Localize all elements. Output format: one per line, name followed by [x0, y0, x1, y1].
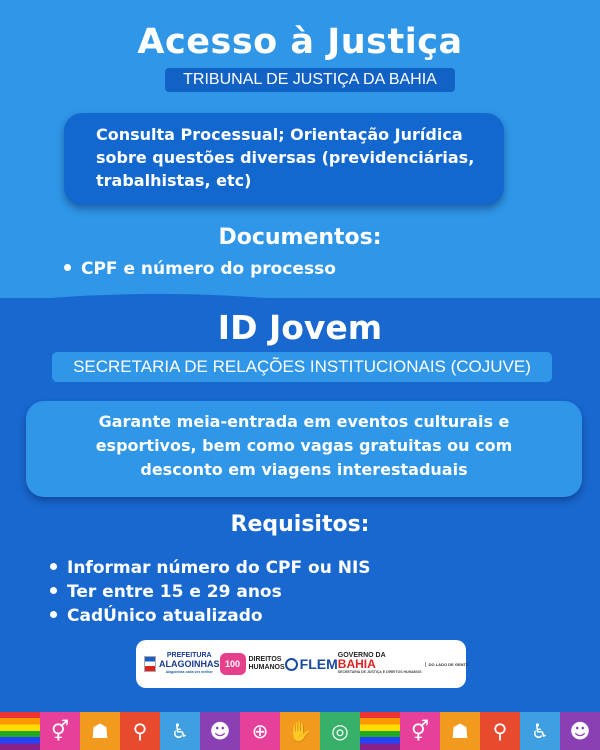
section2-organization-tag: SECRETARIA DE RELAÇÕES INSTITUCIONAIS (COJUVE): [52, 352, 552, 382]
list-item-text: CadÚnico atualizado: [67, 606, 263, 626]
section2-title: ID Jovem: [217, 308, 383, 347]
family-icon: ☻: [200, 712, 240, 750]
section1-description-box: [64, 113, 504, 205]
requirements-list: [50, 556, 371, 628]
elder-icon: ☗: [440, 712, 480, 750]
wheelchair-icon: ♿: [520, 712, 560, 750]
dh-line2: HUMANOS: [248, 664, 285, 671]
requirements-heading: Requisitos:: [230, 512, 370, 537]
description-line: sobre questões diversas (previdenciárias,: [96, 148, 475, 167]
description-line: esportivos, bem como vagas gratuitas ou com: [95, 436, 513, 455]
section1-title: Acesso à Justiça: [137, 22, 463, 62]
gender-symbol-icon: ⚥: [40, 712, 80, 750]
pride-flag-icon: [0, 712, 40, 750]
bullet-icon: [64, 264, 71, 271]
list-item-text: Ter entre 15 e 29 anos: [67, 582, 282, 602]
alagoinhas-slogan: Alagoinhas cada vez melhor: [165, 670, 213, 674]
description-line: Garante meia-entrada em eventos culturais e: [98, 412, 510, 431]
blind-person-icon: ⚲: [480, 712, 520, 750]
partner-logos-bar: [136, 640, 469, 688]
alagoinhas-name: ALAGOINHAS: [159, 659, 220, 669]
accessibility-icon: ◎: [320, 712, 360, 750]
sign-language-icon: ✋: [280, 712, 320, 750]
elder-icon: ☗: [80, 712, 120, 750]
section2-description-box: [26, 401, 582, 497]
list-item: [50, 556, 371, 580]
alagoinhas-top: PREFEITURA: [166, 652, 212, 659]
bullet-icon: [50, 563, 57, 570]
sixty-plus-icon: ⊕: [240, 712, 280, 750]
pride-flag-icon: [360, 712, 400, 750]
dh-line1: DIREITOS: [248, 656, 282, 663]
family-icon: ☻: [560, 712, 600, 750]
bullet-icon: [50, 587, 57, 594]
list-item: [50, 604, 371, 628]
gov-side: DO LADO DE GENTE: [425, 662, 469, 667]
description-line: desconto em viagens interestaduais: [140, 460, 468, 479]
list-item: [50, 580, 371, 604]
flem-text: FLEM: [299, 656, 338, 672]
gov-top: GOVERNO DA: [337, 652, 386, 659]
gov-name: BAHIA: [337, 657, 376, 671]
description-line: Consulta Processual; Orientação Jurídica: [96, 125, 463, 144]
city-flag-icon: [144, 656, 156, 672]
inclusion-icon-strip: [0, 712, 600, 750]
governo-bahia-logo: [338, 652, 469, 676]
list-item: [64, 259, 336, 279]
list-item-text: CPF e número do processo: [81, 259, 336, 279]
gov-sub: SECRETARIA DE JUSTIÇA E DIREITOS HUMANOS: [337, 670, 422, 674]
gender-symbol-icon: ⚥: [400, 712, 440, 750]
documents-list: [64, 259, 336, 279]
direitos-humanos-logo: [220, 653, 285, 675]
alagoinhas-logo: [144, 652, 220, 676]
blind-person-icon: ⚲: [120, 712, 160, 750]
bullet-icon: [50, 611, 57, 618]
flem-logo: [285, 656, 338, 672]
list-item-text: Informar número do CPF ou NIS: [67, 558, 371, 578]
documents-heading: Documentos:: [218, 225, 382, 250]
dh-badge: 100: [220, 653, 246, 675]
wheelchair-icon: ♿: [160, 712, 200, 750]
description-line: trabalhistas, etc): [96, 171, 252, 190]
flem-circle-icon: [285, 658, 298, 671]
section1-organization-tag: TRIBUNAL DE JUSTIÇA DA BAHIA: [165, 68, 455, 92]
